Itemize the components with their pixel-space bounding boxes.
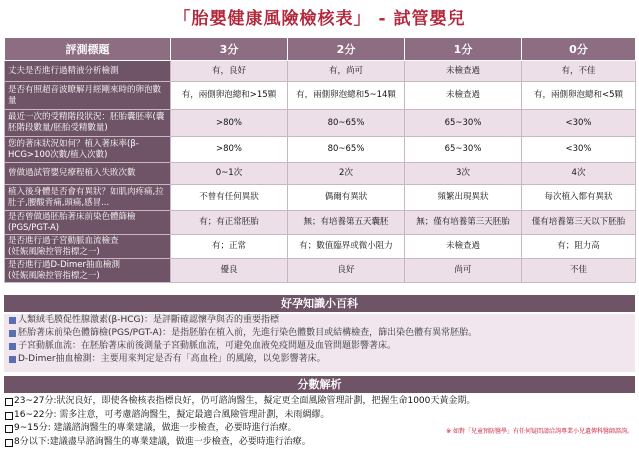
table-row: [5, 259, 636, 283]
disclaimer-note: ※ 如對「兒童預防醫學」有任何疑問請洽詢專業小兒遺傳科醫師諮詢。: [446, 428, 633, 435]
criterion-note: (妊娠風險控管指標之一): [8, 246, 100, 257]
table-row: [5, 82, 636, 110]
header-1pt: 1分: [405, 38, 522, 61]
square-bullet-icon: [9, 356, 16, 363]
score3-cell: 有；正常: [171, 235, 288, 259]
tip-text: 人類絨毛膜促性腺激素(β-HCG)：是評斷確認懷孕與否的重要指標: [18, 315, 280, 325]
score2-cell: 偶爾有異狀: [288, 185, 405, 211]
score2-cell: 無；有培養第五天囊胚: [288, 211, 405, 235]
score2-cell: 有，尚可: [288, 61, 405, 82]
table-row: [5, 185, 636, 211]
score0-cell: 有，兩側卵泡總和<5顆: [522, 82, 636, 110]
criterion-cell: [5, 235, 171, 259]
score3-cell: 優良: [171, 259, 288, 283]
square-bullet-icon: [9, 330, 16, 337]
score3-cell: 0~1次: [171, 163, 288, 185]
score3-cell: >80%: [171, 137, 288, 163]
score1-cell: 未檢查過: [405, 61, 522, 82]
checkbox-square-icon: [5, 412, 13, 420]
tip-text: D-Dimer抽血檢測：主要用來判定是否有「高血栓」的風險，以免影響著床。: [18, 354, 326, 364]
analysis-section-title: 分數解析: [4, 376, 635, 393]
criterion-cell: 丈夫是否進行過精液分析檢測: [5, 61, 171, 82]
criterion-cell: 最近一次的受精階段狀況：胚胎囊胚率(囊胚階段數量/胚胎受精數量): [5, 110, 171, 137]
tip-item: [4, 314, 635, 327]
table-header-row: [5, 38, 636, 61]
analysis-item: [4, 436, 635, 450]
criterion-text: 是否進行過子宮動脈血流檢查: [8, 235, 119, 246]
table-row: [5, 163, 636, 185]
risk-checklist-table: [4, 37, 636, 283]
square-bullet-icon: [9, 343, 16, 350]
score1-cell: 尚可: [405, 259, 522, 283]
score2-cell: 有；數值臨界或微小阻力: [288, 235, 405, 259]
score1-cell: 65~30%: [405, 137, 522, 163]
square-bullet-icon: [9, 317, 16, 324]
score0-cell: 有，不佳: [522, 61, 636, 82]
score2-cell: 80~65%: [288, 137, 405, 163]
criterion-cell: [5, 259, 171, 283]
score1-cell: 65~30%: [405, 110, 522, 137]
criterion-cell: 您的著床狀況如何？植入著床率(β-HCG>100次數/植入次數): [5, 137, 171, 163]
score1-cell: 3次: [405, 163, 522, 185]
score2-cell: 2次: [288, 163, 405, 185]
header-0pt: 0分: [522, 38, 636, 61]
header-2pt: 2分: [288, 38, 405, 61]
criterion-cell: 曾做過試管嬰兒療程植入失敗次數: [5, 163, 171, 185]
score2-cell: 80~65%: [288, 110, 405, 137]
criterion-cell: 是否曾做過胚胎著床前染色體篩檢(PGS/PGT-A): [5, 211, 171, 235]
tip-text: 子宮動脈血流：在胚胎著床前後測量子宮動脈血流，可避免血液免疫問題及血管問題影響著床。: [18, 341, 397, 351]
checkbox-square-icon: [5, 425, 13, 433]
tip-item: [4, 340, 635, 353]
analysis-item: [4, 409, 635, 423]
tip-item: [4, 353, 635, 366]
analysis-text: 8分以下:建議盡早諮詢醫生的專業建議，做進一步檢查，必要時進行治療。: [14, 436, 311, 447]
tips-section-title: 好孕知識小百科: [4, 295, 635, 312]
table-row: [5, 235, 636, 259]
score3-cell: >80%: [171, 110, 288, 137]
score3-cell: 有，良好: [171, 61, 288, 82]
score0-cell: 每次植入都有異狀: [522, 185, 636, 211]
table-row: [5, 61, 636, 82]
tip-text: 胚胎著床前染色體篩檢(PGS/PGT-A)：是指胚胎在植入前，先進行染色體數目或結構檢查，篩出染色體有異常胚胎。: [18, 328, 478, 338]
score1-cell: 未檢查過: [405, 82, 522, 110]
score0-cell: <30%: [522, 137, 636, 163]
score0-cell: 4次: [522, 163, 636, 185]
tips-panel: [4, 314, 635, 372]
page-title: 「胎嬰健康風險檢核表」 - 試管嬰兒: [173, 9, 466, 29]
score3-cell: 有；有正常胚胎: [171, 211, 288, 235]
score0-cell: 不佳: [522, 259, 636, 283]
analysis-item: [4, 395, 635, 409]
checkbox-square-icon: [5, 439, 13, 447]
score1-cell: 未檢查過: [405, 235, 522, 259]
criterion-cell: 植入後身體是否會有異狀？如肌肉疼痛,拉肚子,腰酸背痛,頭痛,感冒...: [5, 185, 171, 211]
criterion-text: 是否進行過D-Dimer抽血檢測: [8, 259, 121, 270]
analysis-text: 16~22分: 需多注意，可考慮諮詢醫生，擬定最適合風險管理計劃，未雨綢繆。: [14, 409, 330, 420]
analysis-text: 9~15分: 建議諮詢醫生的專業建議，做進一步檢查，必要時進行治療。: [14, 423, 297, 433]
header-3pt: 3分: [171, 38, 288, 61]
table-row: [5, 110, 636, 137]
score1-cell: 無；僅有培養第三天胚胎: [405, 211, 522, 235]
analysis-text: 23~27分:狀況良好，即使各檢核表指標良好，仍可諮詢醫生，擬定更全面風險管理計劃，把握生命1000天黃金期。: [14, 396, 476, 406]
score2-cell: 良好: [288, 259, 405, 283]
tip-item: [4, 327, 635, 340]
score3-cell: 不曾有任何異狀: [171, 185, 288, 211]
header-criterion: 評測標題: [5, 38, 171, 61]
analysis-list: [4, 395, 635, 449]
criterion-note: (妊娠風險控管指標之一): [8, 270, 100, 281]
checkbox-square-icon: [5, 398, 13, 406]
table-row: [5, 137, 636, 163]
score0-cell: <30%: [522, 110, 636, 137]
score0-cell: 有；阻力高: [522, 235, 636, 259]
score3-cell: 有，兩側卵泡總和>15顆: [171, 82, 288, 110]
score1-cell: 頻繁出現異狀: [405, 185, 522, 211]
criterion-cell: 是否有照超音波瞭解月經剛來時的卵泡數量: [5, 82, 171, 110]
table-row: [5, 211, 636, 235]
score2-cell: 有，兩側卵泡總和5~14顆: [288, 82, 405, 110]
score0-cell: 僅有培養第三天以下胚胎: [522, 211, 636, 235]
